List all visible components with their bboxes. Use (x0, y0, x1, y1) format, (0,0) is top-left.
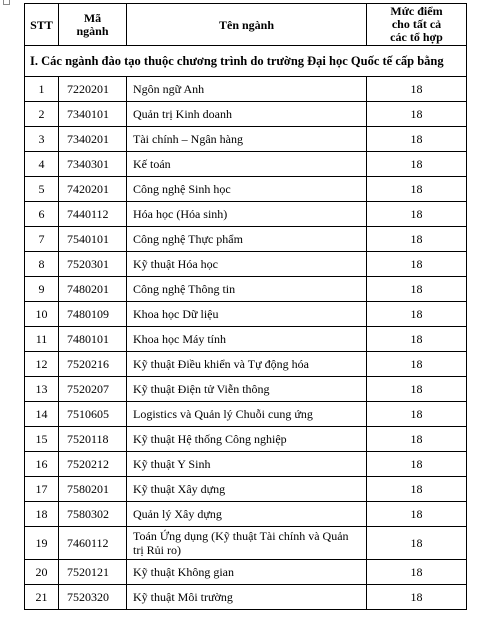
row-name: Toán Ứng dụng (Kỹ thuật Tài chính và Quản trị Rủi ro) (127, 527, 367, 560)
row-name: Kỹ thuật Hệ thống Công nghiệp (127, 427, 367, 452)
row-name: Công nghệ Thực phẩm (127, 227, 367, 252)
row-stt: 16 (25, 452, 59, 477)
section-row (25, 46, 467, 77)
header-stt: STT (25, 4, 59, 46)
row-name: Công nghệ Thông tin (127, 277, 367, 302)
row-stt: 2 (25, 102, 59, 127)
row-stt: 20 (25, 560, 59, 585)
row-name: Hóa học (Hóa sinh) (127, 202, 367, 227)
table-row (25, 77, 467, 102)
row-score: 18 (367, 352, 467, 377)
row-name: Kỹ thuật Điều khiển và Tự động hóa (127, 352, 367, 377)
row-stt: 19 (25, 527, 59, 560)
row-stt: 11 (25, 327, 59, 352)
row-code: 7460112 (59, 527, 127, 560)
row-name: Kỹ thuật Y Sinh (127, 452, 367, 477)
row-score: 18 (367, 502, 467, 527)
row-code: 7520212 (59, 452, 127, 477)
row-stt: 3 (25, 127, 59, 152)
row-score: 18 (367, 277, 467, 302)
header-code (59, 4, 127, 46)
row-stt: 10 (25, 302, 59, 327)
row-score: 18 (367, 585, 467, 610)
table-row (25, 352, 467, 377)
row-code: 7440112 (59, 202, 127, 227)
row-name: Kỹ thuật Hóa học (127, 252, 367, 277)
row-score: 18 (367, 377, 467, 402)
row-name: Kỹ thuật Xây dựng (127, 477, 367, 502)
row-score: 18 (367, 302, 467, 327)
row-code: 7520207 (59, 377, 127, 402)
row-name: Logistics và Quản lý Chuỗi cung ứng (127, 402, 367, 427)
row-stt: 8 (25, 252, 59, 277)
row-score: 18 (367, 452, 467, 477)
row-stt: 1 (25, 77, 59, 102)
row-code: 7580302 (59, 502, 127, 527)
row-name: Kỹ thuật Môi trường (127, 585, 367, 610)
row-stt: 13 (25, 377, 59, 402)
row-code: 7510605 (59, 402, 127, 427)
row-score: 18 (367, 252, 467, 277)
row-stt: 15 (25, 427, 59, 452)
row-stt: 12 (25, 352, 59, 377)
row-score: 18 (367, 177, 467, 202)
table-row (25, 560, 467, 585)
row-stt: 14 (25, 402, 59, 427)
header-name: Tên ngành (127, 4, 367, 46)
table-row (25, 177, 467, 202)
header-score (367, 4, 467, 46)
table-row (25, 202, 467, 227)
row-stt: 18 (25, 502, 59, 527)
row-code: 7220201 (59, 77, 127, 102)
row-score: 18 (367, 202, 467, 227)
row-name: Khoa học Máy tính (127, 327, 367, 352)
row-stt: 5 (25, 177, 59, 202)
header-code-line1: Mã (83, 10, 102, 25)
row-code: 7340201 (59, 127, 127, 152)
row-name: Quản lý Xây dựng (127, 502, 367, 527)
row-score: 18 (367, 402, 467, 427)
table-row (25, 402, 467, 427)
row-code: 7520121 (59, 560, 127, 585)
row-stt: 7 (25, 227, 59, 252)
row-score: 18 (367, 427, 467, 452)
row-code: 7540101 (59, 227, 127, 252)
table-row (25, 427, 467, 452)
row-score: 18 (367, 127, 467, 152)
page-corner-mark (3, 0, 10, 5)
row-name: Khoa học Dữ liệu (127, 302, 367, 327)
row-score: 18 (367, 227, 467, 252)
row-score: 18 (367, 560, 467, 585)
row-stt: 21 (25, 585, 59, 610)
table-row (25, 377, 467, 402)
table-row (25, 327, 467, 352)
table-row (25, 102, 467, 127)
table-row (25, 277, 467, 302)
table-row (25, 252, 467, 277)
header-score-line3: các tổ hợp (390, 30, 443, 44)
table-row (25, 477, 467, 502)
admission-score-table (24, 3, 467, 610)
table-row (25, 585, 467, 610)
row-name: Tài chính – Ngân hàng (127, 127, 367, 152)
row-name: Quản trị Kinh doanh (127, 102, 367, 127)
row-code: 7340301 (59, 152, 127, 177)
row-name: Kỹ thuật Không gian (127, 560, 367, 585)
row-name: Kế toán (127, 152, 367, 177)
row-code: 7520320 (59, 585, 127, 610)
row-code: 7480201 (59, 277, 127, 302)
row-code: 7520216 (59, 352, 127, 377)
table-row (25, 302, 467, 327)
table-row (25, 127, 467, 152)
row-code: 7420201 (59, 177, 127, 202)
row-name: Kỹ thuật Điện tử Viễn thông (127, 377, 367, 402)
header-score-line2: cho tất cả (391, 17, 442, 31)
row-code: 7520118 (59, 427, 127, 452)
row-score: 18 (367, 527, 467, 560)
row-code: 7580201 (59, 477, 127, 502)
row-name: Ngôn ngữ Anh (127, 77, 367, 102)
row-code: 7480109 (59, 302, 127, 327)
row-stt: 17 (25, 477, 59, 502)
row-code: 7340101 (59, 102, 127, 127)
section-title: I. Các ngành đào tạo thuộc chương trình do trường Đại học Quốc tế cấp bằng (25, 46, 467, 77)
row-score: 18 (367, 152, 467, 177)
table-row (25, 502, 467, 527)
header-score-line1: Mức điểm (390, 4, 443, 18)
row-score: 18 (367, 102, 467, 127)
table-row (25, 152, 467, 177)
row-stt: 9 (25, 277, 59, 302)
table-row (25, 527, 467, 560)
table-header-row (25, 4, 467, 46)
row-score: 18 (367, 77, 467, 102)
row-code: 7520301 (59, 252, 127, 277)
table-row (25, 227, 467, 252)
row-score: 18 (367, 327, 467, 352)
row-score: 18 (367, 477, 467, 502)
row-stt: 4 (25, 152, 59, 177)
table-row (25, 452, 467, 477)
row-stt: 6 (25, 202, 59, 227)
row-code: 7480101 (59, 327, 127, 352)
header-code-line2: ngành (76, 23, 109, 38)
row-name: Công nghệ Sinh học (127, 177, 367, 202)
